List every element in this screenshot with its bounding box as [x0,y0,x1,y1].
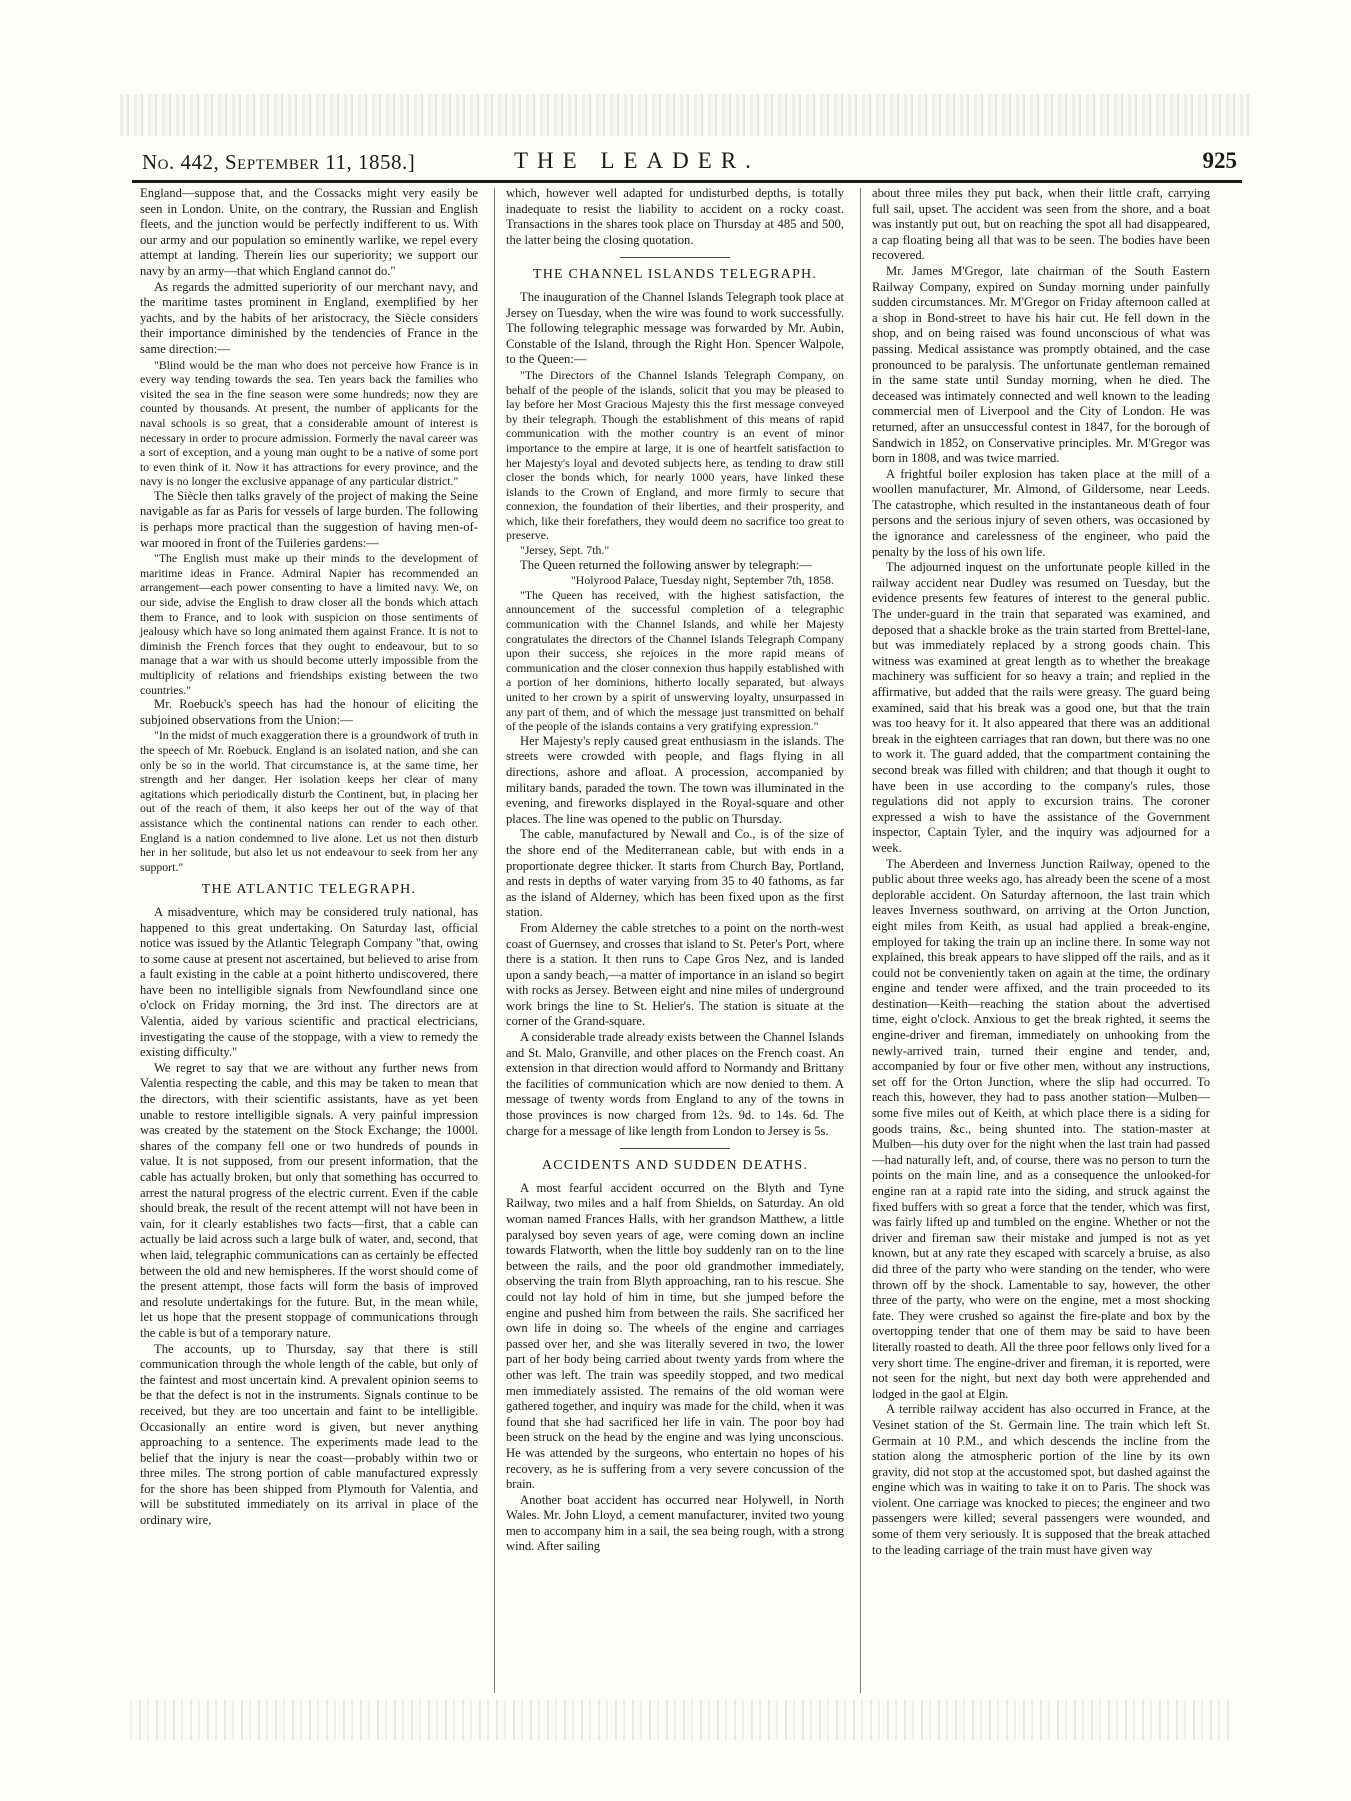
article-paragraph: Mr. James M'Gregor, late chairman of the South Eastern Railway Company, expired on Sunday morning under painfully sudden circumstances. Mr. M'Gregor on Friday afternoon called at a shop in Bond-street to have his hair cut. He fell down in the shop, and on being raised was found unconscious of what was passing. Medical assistance was promptly obtained, and the case pronounced to be paralysis. The unfortunate gentleman remained in the same state until Sunday morning, when he died. The deceased was intimately connected and well known to the leading commercial men of Liverpool and the City of London. He was returned, after an unsuccessful contest in 1847, for the borough of Sandwich in 1852, on Conservative principles. Mr. M'Gregor was born in 1808, and was twice married. [872,263,1210,466]
section-divider [620,257,730,258]
article-paragraph: We regret to say that we are without any further news from Valentia respecting the cable, and this may be taken to mean that the directors, with their scientific assistants, have as yet been unable to restore intelligible signals. A very painful impression was created by the statement on the Stock Exchange; the 1000l. shares of the company fell one or two hundreds of pounds in value. It is not supposed, from our present information, that the cable has actually broken, but only that something has occurred to arrest the natural progress of the electric current. Even if the cable should break, the result of the recent attempt will not have been in vain, for it clearly establishes two facts—first, that a cable can actually be laid across such a large bulk of water, and, second, that when laid, telegraphic communications can as certainly be effected between the old and new hemispheres. If the worst should come of the present attempt, those facts will form the basis of improved and resolute undertakings for the future. But, in the mean while, let us hope that the present stoppage of communications through the cable is but of a temporary nature. [140,1060,478,1340]
article-paragraph: The Aberdeen and Inverness Junction Railway, opened to the public about three weeks ago, has already been the scene of a most deplorable accident. On Saturday afternoon, the last train which leaves Inverness southward, on arriving at the Orton Junction, eight miles from Keith, as usual had applied a break-engine, employed for taking the train up an incline there. In some way not explained, this break appears to have slipped off the rails, and as it could not be conveniently taken on again at the time, the ordinary engine and tender were affixed, and the train proceeded to its destination—Keith—reaching the station about the advertised time, eight o'clock. Anxious to get the break righted, it seems the engine-driver and fireman, immediately on unhooking from the newly-arrived train, turned their engine and tender, and, accompanied by four or five other men, without any instructions, set off for the Orton Junction, where the slip had occurred. To reach this, however, they had to pass another station—Mulben—some five miles out of Keith, at which place there is a siding for goods trains, &c., being shunted into. The station-master at Mulben—his duty over for the night when the last train had passed—had naturally left, and, of course, there was no person to turn the points on the main line, and as a consequence the unlooked-for engine ran at a rapid rate into the siding, and struck against the fixed buffers with so great a force that the tender, which was first, was fairly lifted up and tumbled on the engine. Whether or not the driver and fireman saw their mistake and jumped is not as yet known, but at any rate they escaped with scarcely a bruise, as also did three of the party who were standing on the tender, who were thrown off by the shock. Lamentable to say, however, the other three of the party, who were on the engine, met a most shocking fate. They were crushed so against the fire-plate and box by the overtopping tender that one of them may be said to have been literally roasted to death. All the three poor fellows only lived for a very short time. The engine-driver and fireman, it is reported, were not seen for the night, but next day both were apprehended and lodged in the gaol at Elgin. [872,856,1210,1401]
article-paragraph: A misadventure, which may be considered truly national, has happened to this great undertaking. On Saturday last, official notice was issued by the Atlantic Telegraph Company "that, owing to some cause at present not ascertained, but believed to arise from a fault existing in the cable at a point hitherto undiscovered, there have been no intelligible signals from Newfoundland since one o'clock on Friday morning, the 3rd inst. The directors are at Valentia, aided by various scientific and practical electricians, investigating the cause of the stoppage, with a view to remedy the existing difficulty." [140,904,478,1060]
article-paragraph: The adjourned inquest on the unfortunate people killed in the railway accident near Dudley was resumed on Tuesday, but the evidence presents few features of interest to the general public. The under-guard in the train that separated was examined, and deposed that a shackle broke as the train started from Brettel-lane, but was immediately replaced by a strong goods chain. This witness was examined at great length as to whether the breakage machinery was sufficient for so heavy a train; and replied in the affirmative, but added that the rails were greasy. The guard being examined, said that his break was a good one, but that the train was too heavy for it. It also appeared that there was an additional break in the eighteen carriages that ran down, but there was no one to work it. The guard added, that the compartment containing the second break was filled with children; and that though it ought to have been in use according to the company's rules, those regulations did not apply to excursion trains. The coroner expressed a wish to have the assistance of the Government inspector, Captain Tyler, and the inquiry was adjourned for a week. [872,560,1210,855]
message-signature: "Jersey, Sept. 7th." [520,543,610,558]
section-divider [620,1148,730,1149]
article-paragraph: From Alderney the cable stretches to a point on the north-west coast of Guernsey, and crosses that island to St. Peter's Port, where there is a station. It then runs to Cape Gros Nez, and is landed upon a sandy beach,—a matter of importance in an island so begirt with rocks as Jersey. Between eight and nine miles of underground work brings the line to St. Helier's. The station is situate at the corner of the Grand-square. [506,920,844,1029]
article-paragraph: As regards the admitted superiority of our merchant navy, and the maritime tastes prominent in England, exemplified by her yachts, and by the habits of her aristocracy, the Siècle considers their importance diminished by the tendencies of France in the same direction:— [140,279,478,356]
issue-line: No. 442, September 11, 1858.] [142,150,416,174]
column-2 [506,186,844,1555]
article-paragraph: Her Majesty's reply caused great enthusiasm in the islands. The streets were crowded with people, and flags flying in all directions, ashore and afloat. A procession, accompanied by military bands, paraded the town. The town was illuminated in the evening, and fireworks displayed in the Royal-square and other places. The line was opened to the public on Thursday. [506,733,844,826]
article-paragraph: A frightful boiler explosion has taken place at the mill of a woollen manufacturer, Mr. Almond, of Gildersome, near Leeds. The catastrophe, which resulted in the instantaneous death of four persons and the serious injury of seven others, was occasioned by the ignorance and carelessness of the engineer, who paid the penalty by the loss of his own life. [872,466,1210,559]
section-heading-channel-islands-telegraph: THE CHANNEL ISLANDS TELEGRAPH. [532,267,818,283]
article-paragraph: A terrible railway accident has also occurred in France, at the Vesinet station of the St. Germain line. The train which left St. Germain at 10 P.M., and which descends the incline from the station along the atmospheric portion of the line by its own gravity, did not stop at the accustomed spot, but dashed against the engine which was in waiting to take it on to Paris. The shock was violent. One carriage was knocked to pieces; the engineer and two passengers were killed; several passengers were wounded, and some of them very seriously. It is supposed that the break attached to the leading carriage of the train must have given way [872,1402,1210,1557]
column-1 [140,186,478,1529]
column-divider [494,188,495,1693]
quoted-passage: "The Directors of the Channel Islands Telegraph Company, on behalf of the people of the islands, solicit that you may be pleased to lay before her Most Gracious Majesty this the first message conveyed by their telegraph. Though the establishment of this means of rapid communication with the mother country is an event of minor importance to the empire at large, it is one of heartfelt satisfaction to her Majesty's loyal and devoted subjects here, as tending to draw still closer the bonds which, for nearly 1000 years, have linked these islands to the Crown of England, and more firmly to secure that connexion, the foundation of their liberties, and their prosperity, and which, like their forefathers, they would deem no sacrifice too great to preserve. [506,367,844,543]
quoted-passage: "Blind would be the man who does not perceive how France is in every way tending towards the sea. Ten years back the families who visited the sea in the fine season were some hundreds; now they are counted by thousands. At present, the number of applicants for the naval schools is so great, that a considerable amount of interest is necessary in order to procure admission. Formerly the naval career was a sort of exception, and a young man ought to be a native of some port to even think of it. Now it has attractions for every province, and the navy is no longer the exclusive appanage of any particular district." [140,357,478,489]
article-paragraph: The cable, manufactured by Newall and Co., is of the size of the shore end of the Mediterranean cable, but with ends in a proportionate degree thicker. It starts from Church Bay, Portland, and rests in depths of water varying from 35 to 40 fathoms, as far as the island of Alderney, which has been fixed upon as the first station. [506,827,844,920]
section-heading-accidents: ACCIDENTS AND SUDDEN DEATHS. [541,1158,809,1174]
column-divider [860,188,861,1693]
article-paragraph: The inauguration of the Channel Islands Telegraph took place at Jersey on Tuesday, when the wire was found to work successfully. The following telegraphic message was forwarded by Mr. Aubin, Constable of the Island, through the Right Hon. Spencer Walpole, to the Queen:— [506,289,844,367]
masthead [142,146,1237,176]
article-paragraph: which, however well adapted for undisturbed depths, is totally inadequate to resist the liability to accident on a rocky coast. Transactions in the shares took place on Thursday at 485 and 500, the latter being the closing quotation. [506,186,844,247]
scan-noise-top [120,94,1250,136]
article-paragraph: A considerable trade already exists between the Channel Islands and St. Malo, Granville, and other places on the French coast. An extension in that direction would afford to Normandy and Brittany the facilities of communication which are now denied to them. A message of twenty words from England to any of the towns in those provinces is now charged from 12s. 9d. to 14s. 6d. The charge for a message of like length from London to Jersey is 5s. [506,1030,844,1138]
column-3 [872,186,1210,1558]
quoted-passage: "The Queen has received, with the highest satisfaction, the announcement of the successful completion of a telegraphic communication with the Channel Islands, and while her Majesty congratulates the directors of the Channel Islands Telegraph Company upon their success, she rejoices in the more rapid means of communication and the closer connexion thus happily established with a portion of her dominions, hitherto locally separated, but always united to her crown by a spirit of unswerving loyalty, unsurpassed in any part of them, and of which the message just transmitted on behalf of the people of the islands contains a very gratifying expression." [506,587,844,734]
article-paragraph: England—suppose that, and the Cossacks might very easily be seen in London. Unite, on the contrary, the Russian and English fleets, and the junction would be perfectly indifferent to us. With our army and our population so eminently warlike, we repel every attempt at landing. Therein lies our superiority; we support our navy by an army—that which England cannot do." [140,186,478,278]
article-paragraph: A most fearful accident occurred on the Blyth and Tyne Railway, two miles and a half from Shields, on Saturday. An old woman named Frances Halls, with her grandson Matthew, a little paralysed boy seven years of age, were coming down an incline towards Flatworth, when the little boy suddenly ran on to the line between the rails, and the poor old grandmother immediately, observing the train from Blyth approaching, ran to his rescue. She could not lay hold of him in time, but she jumped before the engine and pushed him from between the rails. She sacrificed her own life in doing so. The wheels of the engine and carriages passed over her, and she was literally severed in two, the lower part of her body being carried about twenty yards from where the other was left. The train was speedily stopped, and two medical men immediately assisted. The remains of the old woman were gathered together, and inquiry was made for the child, when it was found that she had sacrificed her life in vain. The poor boy had been struck on the head by the engine and was lying unconscious. He was attended by the surgeons, who entertain no hopes of his recovery, as he is suffering from a very severe concussion of the brain. [506,1180,844,1492]
article-paragraph: about three miles they put back, when their little craft, carrying full sail, upset. The accident was seen from the shore, and a boat was instantly put out, but on reaching the spot all had disappeared, a cap floating being all that was to be seen. The bodies have been recovered. [872,186,1210,263]
article-paragraph: Another boat accident has occurred near Holywell, in North Wales. Mr. John Lloyd, a cement manufacturer, invited two young men to accompany him in a sail, the sea being rough, with a strong wind. After sailing [506,1492,844,1554]
dateline: "Holyrood Palace, Tuesday night, September 7th, 1858. [570,573,834,588]
article-paragraph: The Queen returned the following answer by telegraph:— [520,557,813,572]
masthead-rule [132,180,1242,183]
section-heading-atlantic-telegraph: THE ATLANTIC TELEGRAPH. [201,882,417,898]
article-paragraph: The Siècle then talks gravely of the project of making the Seine navigable as far as Paris for vessels of large burden. The following is perhaps more practical than the suggestion of having men-of-war moored in front of the Tuileries gardens:— [140,488,478,550]
page-number: 925 [1202,148,1237,173]
newspaper-title: THE LEADER. [514,148,760,173]
quoted-passage: "In the midst of much exaggeration there is a groundwork of truth in the speech of Mr. Roebuck. England is an isolated nation, and she can only be so in the world. That circumstance is, at the same time, her strength and her danger. Her isolation keeps her clear of many agitations which periodically disturb the Continent, but, in placing her out of the reach of them, it also keeps her out of the way of that assistance which the continental nations can render to each other. England is a nation condemned to live alone. Let us not then disturb her in her solitude, but also let us not endeavour to seek from her any support." [140,728,478,874]
scan-noise-bottom [130,1700,1230,1740]
article-paragraph: The accounts, up to Thursday, say that there is still communication through the whole length of the cable, but only of the faintest and most uncertain kind. A prevalent opinion seems to be that the defect is not in the instruments. Signals continue to be received, but they are too uncertain and faint to be intelligible. Occasionally an entire word is given, but never anything approaching to a sentence. The experiments made lead to the belief that the injury is near the coast—probably within two or three miles. The strong portion of cable manufactured expressly for the shore has been shipped from Plymouth for Valentia, and will be substituted immediately on its arrival in place of the ordinary wire, [140,1341,478,1528]
quoted-passage: "The English must make up their minds to the development of maritime ideas in France. Admiral Napier has recommended an arrangement—each power consenting to have a limited navy. We, on our side, advise the English to draw closer all the bonds which attach them to France, and to look with suspicion on those sentiments of jealousy which have so long animated them against France. It is not to diminish the French forces that they ought to endeavour, but to so manage that a war with us should become utterly impossible from the multiplicity of relations and friendships existing between the two countries." [140,551,478,697]
article-paragraph: Mr. Roebuck's speech has had the honour of eliciting the subjoined observations from the Union:— [140,697,478,727]
